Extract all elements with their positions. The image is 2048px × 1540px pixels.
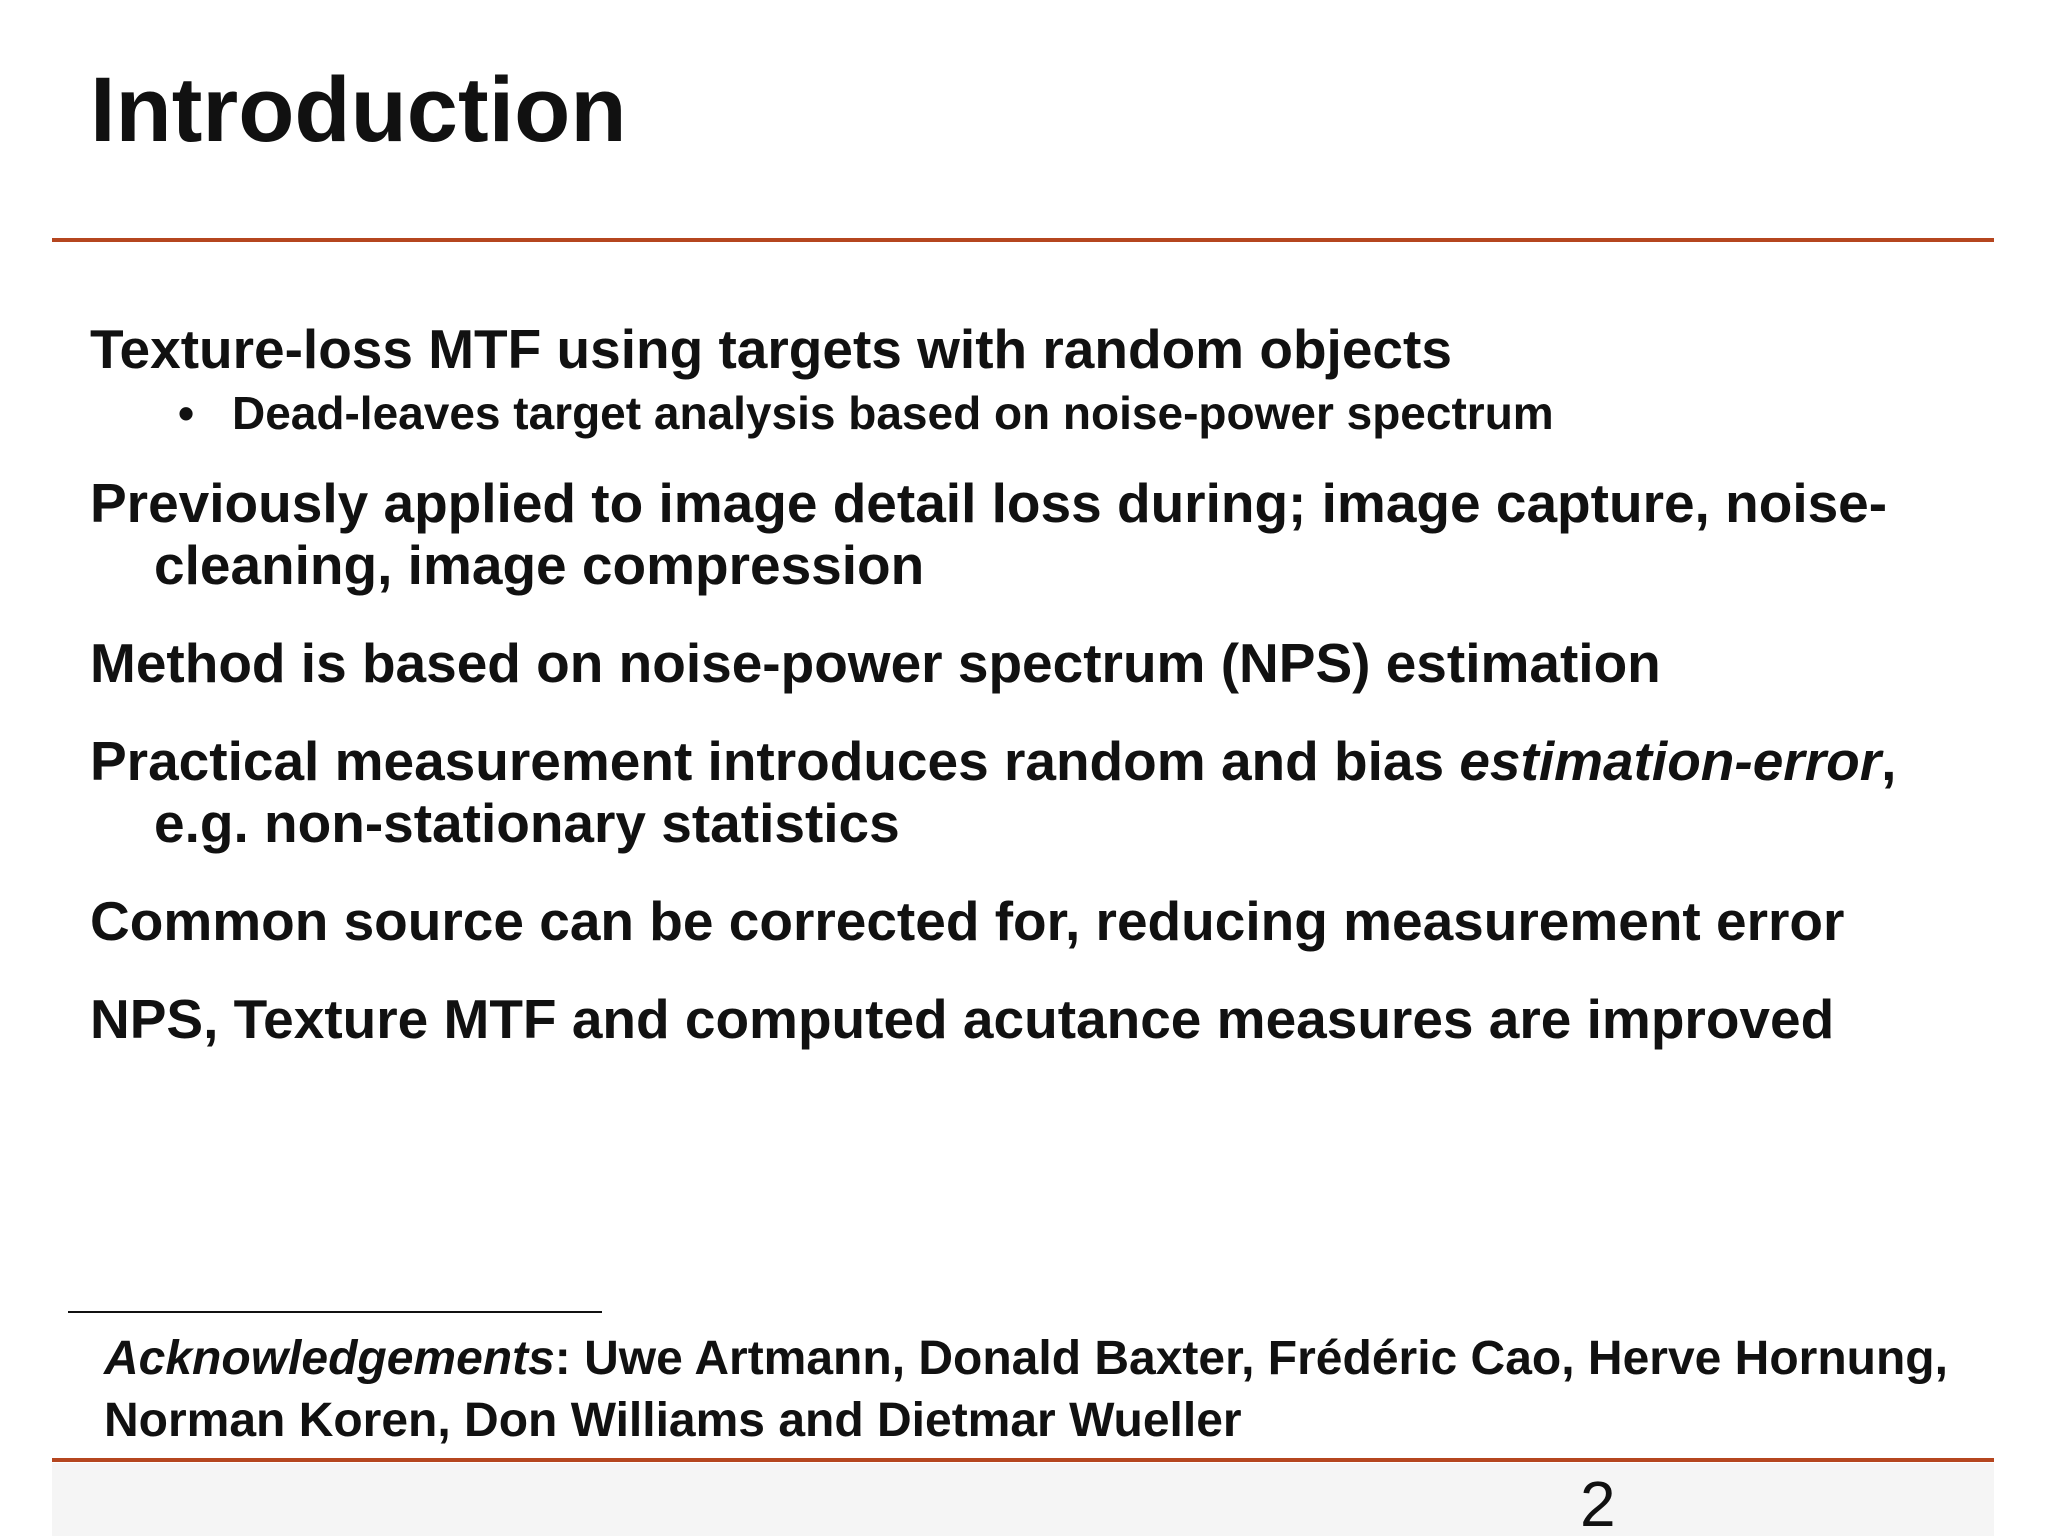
page-number: 2 [1580,1468,1616,1540]
bullet-common-source: Common source can be corrected for, reducing measurement error [90,890,1845,952]
bullet-previously-applied: Previously applied to image detail loss during; image capture, noise-cleaning, image compression [90,472,1888,596]
footer-band [52,1463,1994,1540]
acknowledgements-separator: : [554,1332,571,1385]
bullet-text-after: , e.g. non-stationary statistics [154,730,1897,854]
slide-title: Introduction [90,59,627,161]
bullet-texture-loss: Texture-loss MTF using targets with random objects [90,318,1452,380]
acknowledgements-names: Uwe Artmann, Donald Baxter, Frédéric Cao, Herve Hornung, Norman Koren, Don Williams and Dietmar Wueller [104,1332,1948,1447]
title-divider [52,238,1994,242]
bullet-text-before: Practical measurement introduces random and bias [90,730,1460,792]
acknowledgements-label: Acknowledgements [104,1332,555,1385]
bullet-dot-icon: • [178,387,195,439]
bullet-text-italic: estimation-error [1459,730,1882,792]
acknowledgements [104,1328,1964,1452]
footnote-divider [68,1311,602,1313]
bullet-nps-method: Method is based on noise-power spectrum (NPS) estimation [90,632,1661,694]
footer-divider [52,1458,1994,1462]
slide-content [90,318,1950,1086]
bullet-improved-measures: NPS, Texture MTF and computed acutance measures are improved [90,988,1835,1050]
bullet-practical-measurement [90,730,1950,854]
sub-bullet-text: Dead-leaves target analysis based on noise-power spectrum [232,387,1554,439]
sub-bullet-dead-leaves [178,384,1950,442]
